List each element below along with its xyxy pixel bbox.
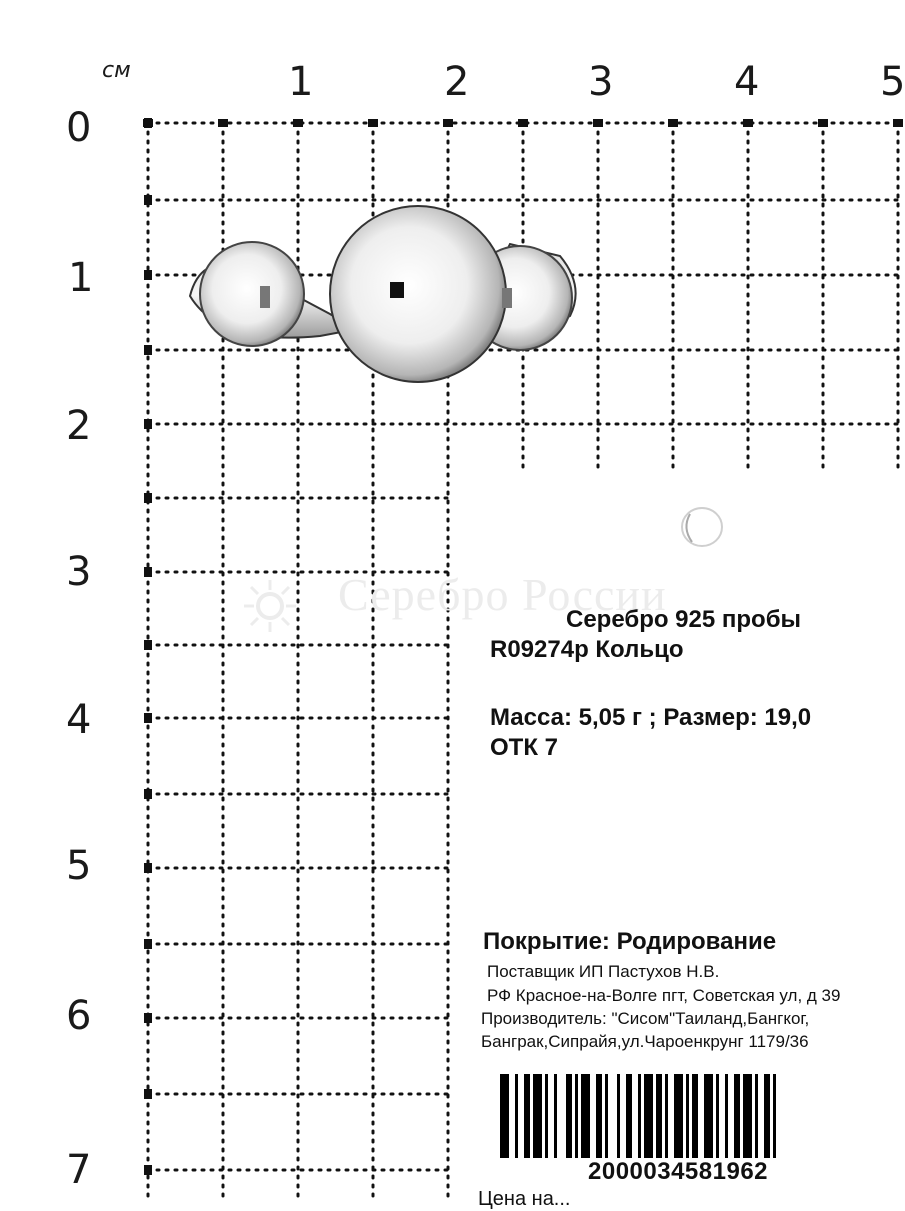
- barcode-bar: [617, 1074, 620, 1158]
- barcode-bar: [596, 1074, 602, 1158]
- grid-row-marker: [144, 195, 152, 205]
- grid-row-marker: [144, 1013, 152, 1023]
- grid-row-marker: [144, 640, 152, 650]
- ruler-y-label-2: 2: [66, 403, 92, 449]
- grid-col-marker: [293, 119, 303, 127]
- barcode-bar: [674, 1074, 683, 1158]
- product-otk: ОТК 7: [490, 734, 558, 761]
- barcode-bar: [575, 1074, 578, 1158]
- barcode-bar: [533, 1074, 542, 1158]
- watermark-sun-icon: [240, 576, 300, 636]
- watermark-text: Серебро России: [338, 569, 667, 620]
- hang-hole: [676, 504, 728, 550]
- barcode-bar: [704, 1074, 713, 1158]
- barcode-bar: [734, 1074, 740, 1158]
- barcode-bar: [524, 1074, 530, 1158]
- ruler-y-label-0: 0: [66, 105, 92, 151]
- barcode-bar: [755, 1074, 758, 1158]
- product-mass-size: Масса: 5,05 г ; Размер: 19,0: [490, 704, 812, 731]
- product-material: Серебро 925 пробы: [566, 606, 802, 633]
- grid-row-marker: [144, 345, 152, 355]
- ruler-x-label-5: 5: [880, 59, 905, 105]
- product-coating: Покрытие: Родирование: [483, 928, 777, 955]
- ruler-y-label-3: 3: [66, 549, 92, 595]
- barcode-bar: [716, 1074, 719, 1158]
- manufacturer-line-2: Банграк,Сипрайя,ул.Чароенкрунг 1179/36: [481, 1032, 809, 1051]
- barcode-bar: [554, 1074, 557, 1158]
- silver-ring-photo: [180, 196, 600, 376]
- grid-col-marker: [518, 119, 528, 127]
- manufacturer-line-1: Производитель: "Сисом"Таиланд,Бангког,: [481, 1009, 810, 1028]
- barcode-bar: [566, 1074, 572, 1158]
- ruler-y-label-5: 5: [66, 843, 92, 889]
- grid-row-marker: [144, 270, 152, 280]
- grid-row-marker: [144, 419, 152, 429]
- supplier-name: Поставщик ИП Пастухов Н.В.: [487, 962, 720, 981]
- grid-row-marker: [144, 1089, 152, 1099]
- barcode-bar: [764, 1074, 770, 1158]
- grid-col-marker: [593, 119, 603, 127]
- grid-row-marker: [144, 939, 152, 949]
- supplier-address: РФ Красное-на-Волге пгт, Советская ул, д 39: [487, 986, 841, 1005]
- cut-off-price-text: Цена на...: [478, 1188, 571, 1210]
- ruler-y-label-4: 4: [66, 697, 92, 743]
- ruler-x-label-3: 3: [588, 59, 614, 105]
- grid-col-marker: [368, 119, 378, 127]
- grid-row-marker: [144, 863, 152, 873]
- barcode: [500, 1074, 878, 1158]
- ruler-y-label-7: 7: [66, 1147, 92, 1193]
- grid-col-marker: [818, 119, 828, 127]
- product-article: R09274р Кольцо: [490, 636, 684, 663]
- grid-row-marker: [144, 789, 152, 799]
- barcode-bar: [725, 1074, 728, 1158]
- grid-col-marker: [218, 119, 228, 127]
- grid-col-marker: [443, 119, 453, 127]
- barcode-bar: [545, 1074, 548, 1158]
- ruler-x-label-1: 1: [288, 59, 314, 105]
- barcode-bar: [656, 1074, 662, 1158]
- grid-row-marker: [144, 493, 152, 503]
- grid-col-marker: [893, 119, 903, 127]
- barcode-bar: [644, 1074, 653, 1158]
- barcode-bar: [665, 1074, 668, 1158]
- grid-row-marker: [144, 1165, 152, 1175]
- grid-row-marker: [144, 713, 152, 723]
- ruler-x-label-2: 2: [444, 59, 470, 105]
- grid-row-marker: [144, 567, 152, 577]
- barcode-bar: [692, 1074, 698, 1158]
- barcode-bar: [626, 1074, 632, 1158]
- ruler-unit-label: см: [102, 58, 131, 83]
- barcode-bar: [743, 1074, 752, 1158]
- ruler-x-label-4: 4: [734, 59, 760, 105]
- ruler-y-label-1: 1: [68, 255, 94, 301]
- barcode-number: 2000034581962: [588, 1158, 769, 1185]
- barcode-bar: [581, 1074, 590, 1158]
- grid-col-marker: [668, 119, 678, 127]
- grid-col-marker: [743, 119, 753, 127]
- grid-col-marker: [143, 119, 153, 127]
- barcode-bar: [638, 1074, 641, 1158]
- barcode-bar: [500, 1074, 509, 1158]
- barcode-bar: [773, 1074, 776, 1158]
- barcode-bar: [686, 1074, 689, 1158]
- barcode-bar: [515, 1074, 518, 1158]
- ruler-y-label-6: 6: [66, 993, 92, 1039]
- barcode-bar: [605, 1074, 608, 1158]
